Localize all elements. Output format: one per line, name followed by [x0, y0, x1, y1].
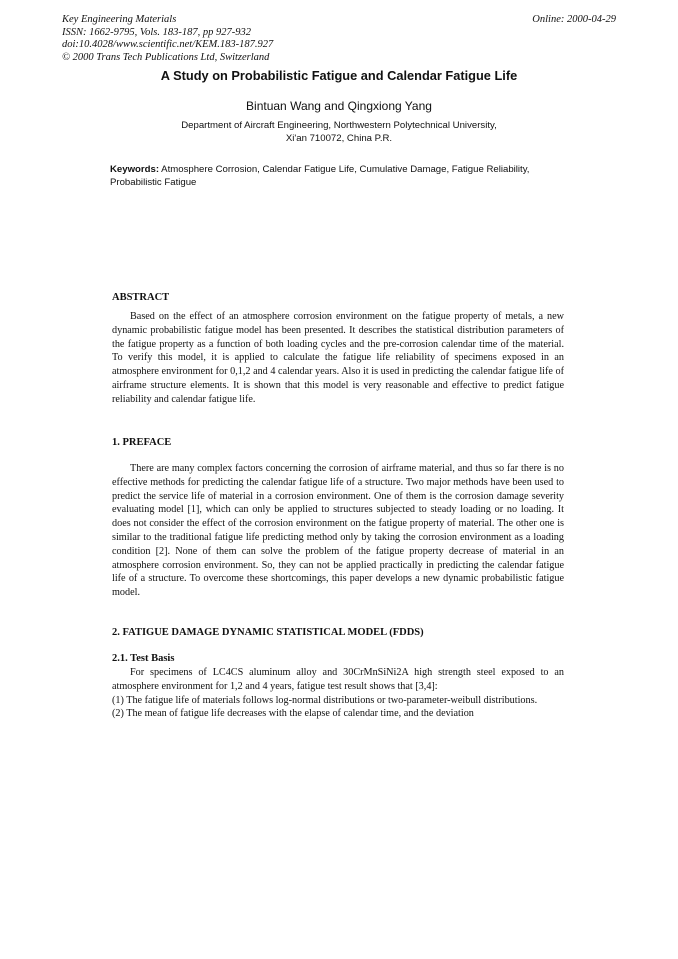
abstract-text: Based on the effect of an atmosphere corrosion environment on the fatigue property of metals, a new dynamic probabilistic fatigue model has been presented. It describes the statistical distribution parameters of the fatigue property as a function of both loading cycles and the pre-corrosion calendar time of the material. To verify this model, it is applied to calculate the fatigue life reliability of specimens exposed in an atmosphere environment for 0,1,2 and 4 calendar years. Also it is used in predicting the calendar fatigue life of airframe structure elements. It is shown that this model is very reasonable and effective to predict fatigue reliability and calendar fatigue life.	[112, 311, 564, 405]
affiliation-line-2: Xi'an 710072, China P.R.	[285, 132, 393, 144]
section-2-1-item-1: (1) The fatigue life of materials follows log-normal distributions or two-parameter-weibull distributions.	[112, 694, 538, 706]
section-2-1-item-2: (2) The mean of fatigue life decreases with the elapse of calendar time, and the deviation	[112, 708, 474, 720]
paper-title: A Study on Probabilistic Fatigue and Calendar Fatigue Life	[160, 68, 518, 83]
abstract-heading: ABSTRACT	[112, 292, 170, 303]
section-2-1-text	[112, 666, 564, 721]
online-date: Online: 2000-04-29	[532, 14, 616, 25]
doi-line: doi:10.4028/www.scientific.net/KEM.183-187.927	[62, 39, 274, 50]
copyright-line: © 2000 Trans Tech Publications Ltd, Switzerland	[62, 51, 270, 63]
keywords-label: Keywords:	[110, 164, 160, 175]
subsection-2-1-heading: 2.1. Test Basis	[112, 653, 175, 664]
keywords	[110, 164, 530, 189]
paper-authors: Bintuan Wang and Qingxiong Yang	[246, 99, 432, 113]
affiliation-line-1: Department of Aircraft Engineering, Northwestern Polytechnical University,	[181, 120, 497, 131]
preface-heading: 1. PREFACE	[112, 437, 172, 448]
preface-text: There are many complex factors concerning the corrosion of airframe material, and thus so far there is no effective methods for predicting the calendar fatigue life of a structure. Two major methods have been used to predict the service life of material in a corrosion environment. One of them is the corrosion damage severity evaluating model [1], which can only be applied to structures subjected to steady loading or no loading. It does not consider the effect of the corrosion environment on the fatigue property of material. The other one is similar to the traditional fatigue life predicting method only by taking the corrosion environment as a loading condition [2]. None of them can solve the problem of the fatigue property decrease of material in an atmosphere corrosion environment. So, they can not be applied practically in predicting the calendar fatigue life of a structure. To overcome these shortcomings, this paper develops a new dynamic probabilistic fatigue model.	[112, 463, 564, 599]
affiliation	[0, 120, 678, 145]
issn-line: ISSN: 1662-9795, Vols. 183-187, pp 927-932	[62, 26, 251, 38]
keywords-text: Atmosphere Corrosion, Calendar Fatigue Life, Cumulative Damage, Fatigue Reliability, Probabilistic Fatigue	[110, 164, 530, 188]
section-2-1-intro: For specimens of LC4CS aluminum alloy and 30CrMnSiNi2A high strength steel exposed to an atmosphere environment for 1,2 and 4 years, fatigue test result shows that [3,4]:	[112, 667, 564, 692]
journal-name: Key Engineering Materials	[62, 14, 177, 25]
section-2-heading: 2. FATIGUE DAMAGE DYNAMIC STATISTICAL MODEL (FDDS)	[112, 627, 424, 638]
